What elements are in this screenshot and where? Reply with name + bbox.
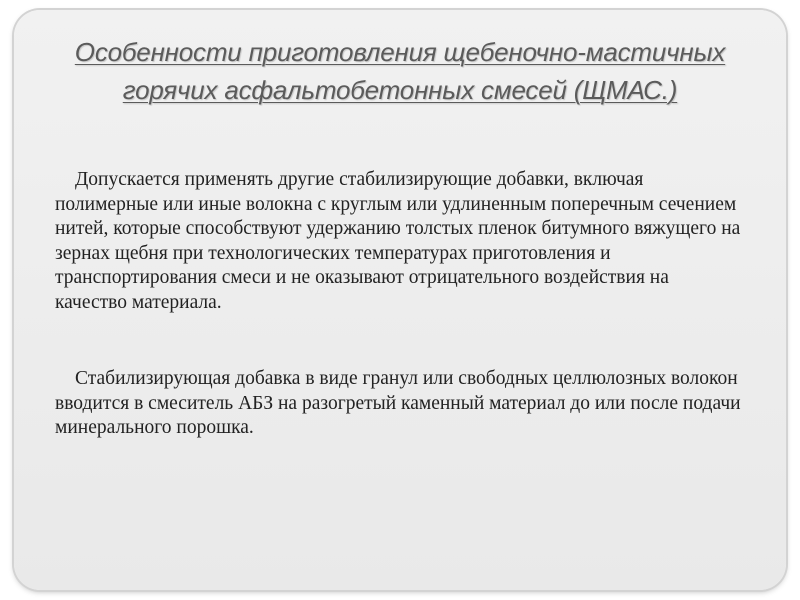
body-paragraph-1-container [55, 168, 745, 316]
slide-title-line-1: Особенности приготовления щебеночно-мастичных [74, 37, 726, 67]
body-paragraph-2-container [55, 367, 745, 441]
body-paragraph-2: Стабилизирующая добавка в виде гранул или свободных целлюлозных волокон вводится в смеситель АБЗ на разогретый каменный материал до или после подачи минерального порошка. [55, 368, 741, 439]
body-paragraph-1: Допускается применять другие стабилизирующие добавки, включая полимерные или иные волокна с круглым или удлиненным поперечным сечением нитей, которые способствуют удержанию толстых пленок битумного вяжущего на зернах щебня при технологических температурах приготовления и транспортирования смеси и не оказывают отрицательного воздействия на качество материала. [55, 169, 741, 313]
slide-title [0, 33, 800, 109]
slide-title-line-2: горячих асфальтобетонных смесей (ЩМАС.) [122, 75, 678, 105]
